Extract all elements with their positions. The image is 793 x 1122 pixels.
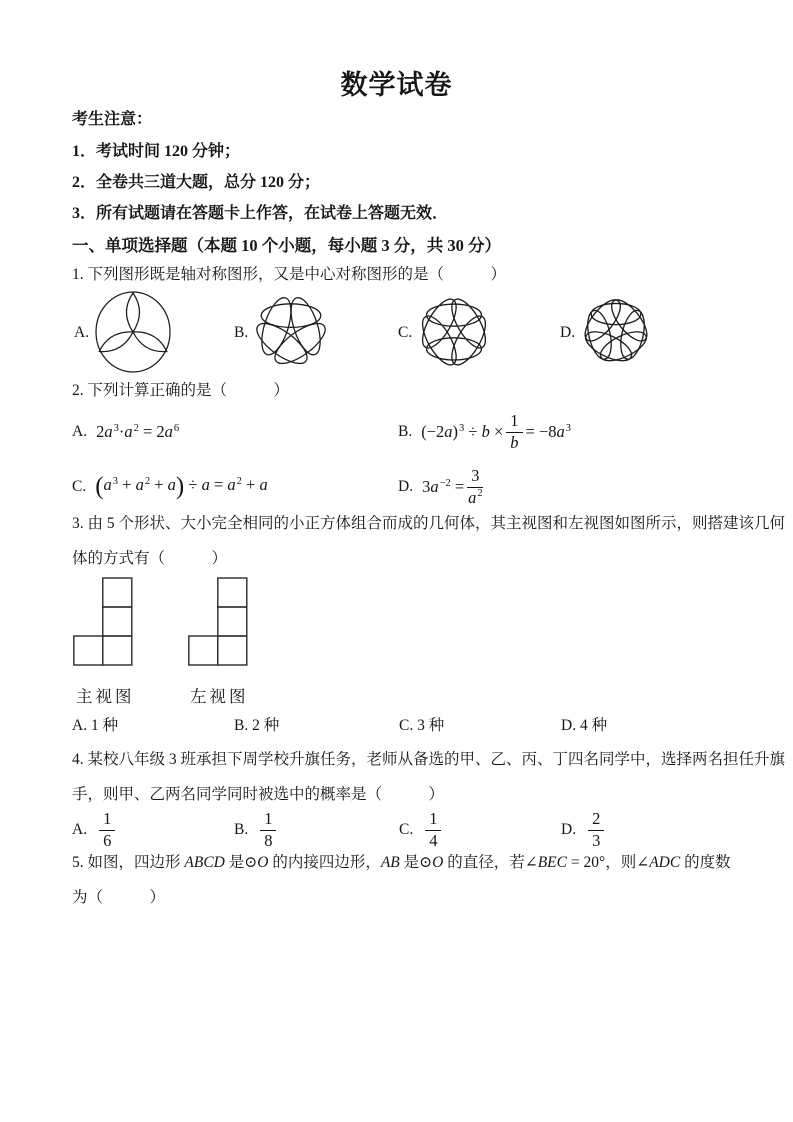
q3-option-d: D. 4 种 bbox=[561, 717, 608, 734]
notice-item-2: 2．全卷共三道大题，总分 120 分； bbox=[72, 174, 321, 191]
page-title: 数学试卷 bbox=[340, 70, 453, 100]
q3-front-view-label: 主视图 bbox=[76, 687, 135, 706]
q3-left-view-label: 左视图 bbox=[190, 687, 249, 706]
q4-option-d bbox=[561, 809, 607, 851]
q4-option-d-label: D. bbox=[561, 821, 577, 838]
q3-option-a: A. 1 种 bbox=[72, 717, 119, 734]
q1-figure-a-trefoil-in-circle bbox=[94, 291, 172, 373]
q2-option-a-formula: $2a^3\cdot a^2 = 2a^6$ bbox=[96, 422, 180, 441]
q4-text-line2: 手，则甲、乙两名同学同时被选中的概率是（ ） bbox=[72, 786, 445, 803]
q1-figure-d-seven-petal-flower bbox=[580, 296, 652, 366]
q1-option-a-label: A. bbox=[74, 324, 90, 341]
q1-figure-c-six-petal-flower bbox=[416, 296, 492, 368]
q3-option-c: C. 3 种 bbox=[399, 717, 445, 734]
q2-option-b-fraction: $\frac{1}{b}$ bbox=[506, 412, 522, 452]
q1-option-d-label: D. bbox=[560, 324, 576, 341]
q1-figure-b-five-petal-flower bbox=[252, 293, 330, 369]
q3-text-line2: 体的方式有（ ） bbox=[72, 550, 228, 567]
q4-option-a-fraction: $\frac{1}{6}$ bbox=[99, 810, 115, 850]
q2-option-b bbox=[398, 410, 571, 454]
q2-option-d bbox=[398, 463, 486, 511]
q4-option-c-fraction: $\frac{1}{4}$ bbox=[425, 810, 441, 850]
q2-option-d-formula: $3a^{-2}$ = $\frac{3}{a^2}$ bbox=[422, 466, 483, 507]
q5-text-line2: 为（ ） bbox=[72, 889, 166, 906]
q4-option-a bbox=[72, 809, 118, 851]
q2-option-c-label: C. bbox=[72, 478, 87, 495]
q1-option-c-label: C. bbox=[398, 324, 413, 341]
q2-option-a-label: A. bbox=[72, 423, 88, 440]
q4-option-a-label: A. bbox=[72, 821, 88, 838]
q2-text: 2. 下列计算正确的是（ ） bbox=[72, 382, 290, 399]
q1-option-b-label: B. bbox=[234, 324, 249, 341]
q3-option-b: B. 2 种 bbox=[234, 717, 280, 734]
q2-option-b-formula: $(-2a)^3 \div b$ × $\frac{1}{b}$ = $-8a^3$ bbox=[421, 411, 572, 452]
q3-front-view-figure bbox=[71, 577, 133, 669]
q2-option-c-formula: $(a^3 + a^2 + a) \div a = a^2 + a$ bbox=[95, 473, 268, 500]
q3-left-view-figure bbox=[186, 577, 248, 669]
q4-option-b-fraction: $\frac{1}{8}$ bbox=[260, 810, 276, 850]
q1-text: 1. 下列图形既是轴对称图形，又是中心对称图形的是（ ） bbox=[72, 266, 507, 283]
section-heading: 一、单项选择题（本题 10 个小题，每小题 3 分，共 30 分） bbox=[72, 236, 501, 255]
q5-text-line1: 5. 如图，四边形 ABCD 是⊙O 的内接四边形，AB 是⊙O 的直径，若∠BEC = 20°，则∠ADC 的度数 bbox=[72, 854, 731, 871]
q2-option-d-label: D. bbox=[398, 478, 414, 495]
q4-option-d-fraction: $\frac{2}{3}$ bbox=[588, 810, 604, 850]
q4-option-c-label: C. bbox=[399, 821, 414, 838]
q4-text-line1: 4. 某校八年级 3 班承担下周学校升旗任务，老师从备选的甲、乙、丙、丁四名同学中，选择两名担任升旗 bbox=[72, 751, 786, 768]
q2-option-c bbox=[72, 463, 268, 511]
q4-option-b-label: B. bbox=[234, 821, 249, 838]
notice-heading: 考生注意： bbox=[72, 111, 153, 128]
q4-option-b bbox=[234, 809, 279, 851]
notice-item-3: 3．所有试题请在答题卡上作答，在试卷上答题无效． bbox=[72, 205, 449, 222]
q2-option-a bbox=[72, 410, 179, 454]
notice-item-1: 1．考试时间 120 分钟； bbox=[72, 143, 241, 160]
q4-option-c bbox=[399, 809, 444, 851]
q3-text-line1: 3. 由 5 个形状、大小完全相同的小正方体组合而成的几何体，其主视图和左视图如图所示，则搭建该几何 bbox=[72, 515, 786, 532]
q2-option-d-fraction: $\frac{3}{a^2}$ bbox=[468, 466, 483, 507]
q2-option-b-label: B. bbox=[398, 423, 413, 440]
